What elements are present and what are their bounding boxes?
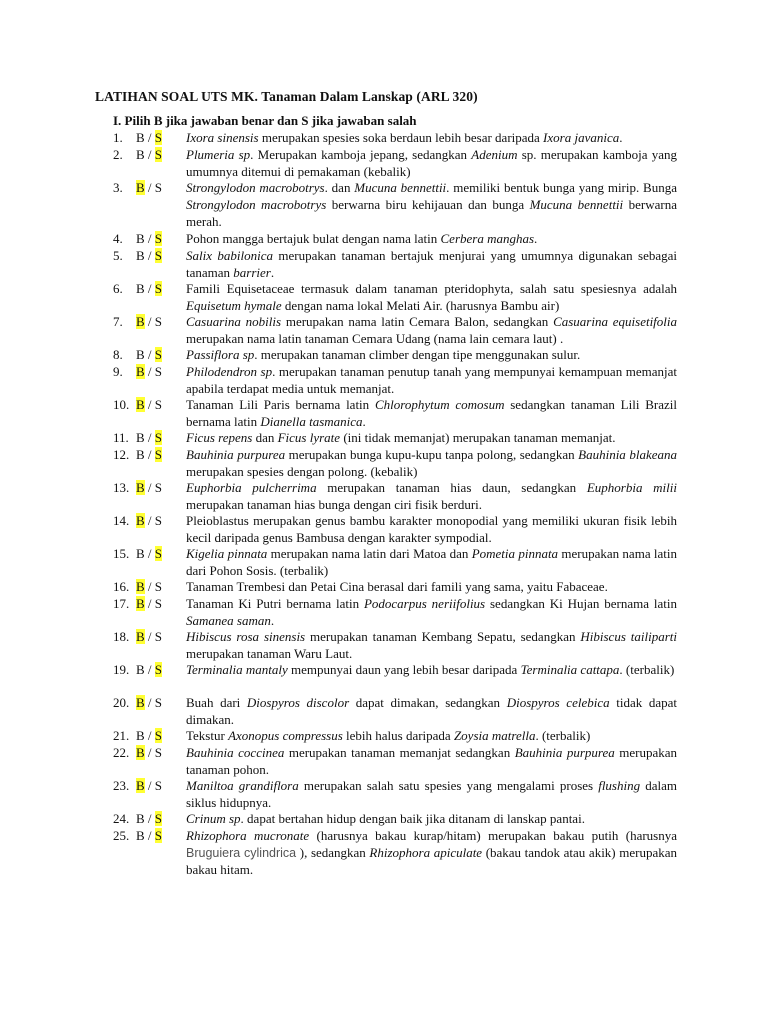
option-b: B <box>136 231 145 246</box>
option-b: B <box>136 430 145 445</box>
option-b: B <box>136 513 145 528</box>
question-text <box>186 828 677 878</box>
question-text <box>186 778 677 812</box>
answer-options <box>136 513 162 530</box>
option-separator: / <box>144 596 155 611</box>
question-item <box>113 397 677 431</box>
species-name: flushing <box>598 778 641 793</box>
text-segment: merupakan tanaman memanjat sedangkan <box>284 745 515 760</box>
text-segment: . memiliki bentuk bunga yang mirip. Bunga <box>446 180 677 195</box>
text-segment: . (terbalik) <box>535 728 591 743</box>
option-s: S <box>154 147 163 162</box>
text-segment: dalam siklus hidupnya. <box>186 778 677 810</box>
option-separator: / <box>144 629 155 644</box>
question-item <box>113 695 677 729</box>
answer-options <box>136 231 162 248</box>
question-text <box>186 728 677 745</box>
text-segment: merupakan bunga kupu-kupu tanpa polong, sedangkan <box>285 447 579 462</box>
question-text <box>186 480 677 514</box>
text-segment: merupakan spesies dengan polong. (kebalik) <box>186 463 418 479</box>
question-number: 5. <box>113 248 123 263</box>
option-s: S <box>154 828 163 843</box>
species-name: Mucuna bennettii <box>529 196 624 212</box>
species-name: Crinum sp <box>186 811 241 826</box>
species-name: Casuarina equisetifolia <box>553 314 678 329</box>
species-name: Bauhinia purpurea <box>186 447 286 462</box>
question-number: 7. <box>113 314 123 329</box>
question-text <box>186 130 677 147</box>
question-text <box>186 430 677 447</box>
species-name: Diospyros celebica <box>506 695 610 710</box>
species-name: Strongylodon macrobotrys <box>186 196 327 212</box>
answer-options <box>136 447 162 464</box>
question-item <box>113 447 677 481</box>
question-number: 15. <box>113 546 130 561</box>
question-text <box>186 364 677 398</box>
option-s: S <box>154 430 163 445</box>
answer-options <box>136 364 162 381</box>
option-separator: / <box>144 513 155 528</box>
species-name: Kigelia pinnata <box>186 546 268 561</box>
question-item <box>113 248 677 282</box>
option-s: S <box>154 728 163 743</box>
question-number: 13. <box>113 480 130 495</box>
option-separator: / <box>144 828 155 843</box>
option-s: S <box>154 546 163 561</box>
text-segment: . dan <box>324 180 355 195</box>
species-name: Pometia pinnata <box>471 546 559 561</box>
option-s: S <box>154 347 163 362</box>
text-segment: tidak dapat dimakan. <box>186 695 678 727</box>
text-segment: . dapat bertahan hidup dengan baik jika ditanam di lanskap pantai. <box>240 811 585 826</box>
text-segment: merupakan tanaman hias bunga dengan ciri fisik berduri. <box>186 496 483 512</box>
species-name: Euphorbia milii <box>586 480 677 495</box>
question-number: 17. <box>113 596 130 611</box>
species-name: Chlorophytum comosum <box>374 397 505 412</box>
option-separator: / <box>144 180 155 195</box>
text-segment: merupakan spesies soka berdaun lebih besar daripada <box>258 130 544 145</box>
answer-options <box>136 314 162 331</box>
option-s: S <box>154 480 163 495</box>
question-text <box>186 811 677 828</box>
option-separator: / <box>144 447 155 462</box>
option-b: B <box>136 778 145 793</box>
question-text <box>186 596 677 630</box>
option-separator: / <box>144 231 155 246</box>
species-name: Ficus lyrate <box>277 430 341 445</box>
answer-options <box>136 596 162 613</box>
option-b: B <box>136 347 145 362</box>
species-name: Rhizophora mucronate <box>186 828 310 843</box>
species-name: Diospyros discolor <box>246 695 350 710</box>
text-segment: berwarna merah. <box>186 196 677 229</box>
question-number: 12. <box>113 447 130 462</box>
text-segment: merupakan nama latin tanaman Cemara Udang (nama lain cemara laut) . <box>186 330 564 346</box>
question-number: 22. <box>113 745 130 760</box>
text-segment: berwarna biru kehijauan dan bunga <box>326 196 530 212</box>
option-separator: / <box>144 281 155 296</box>
instruction-heading: I. Pilih B jika jawaban benar dan S jika jawaban salah <box>113 113 417 128</box>
option-separator: / <box>144 147 155 162</box>
option-separator: / <box>144 397 155 412</box>
text-segment: Famili Equisetaceae termasuk dalam tanaman pteridophyta, salah satu spesiesnya adalah <box>186 281 677 296</box>
option-s: S <box>154 281 163 296</box>
option-s: S <box>154 778 163 793</box>
question-item <box>113 231 677 248</box>
text-segment: sedangkan tanaman Lili Brazil bernama latin <box>186 397 677 429</box>
option-b: B <box>136 248 145 263</box>
species-name: Euphorbia pulcherrima <box>186 480 317 495</box>
question-number: 8. <box>113 347 123 362</box>
question-number: 25. <box>113 828 130 843</box>
text-segment: ), sedangkan <box>296 844 370 860</box>
question-number: 20. <box>113 695 130 710</box>
question-item <box>113 629 677 663</box>
species-name: Samanea saman <box>186 612 271 628</box>
species-name: Bauhinia coccinea <box>186 745 285 760</box>
species-name: Podocarpus neriifolius <box>363 596 486 611</box>
option-s: S <box>154 629 163 644</box>
answer-options <box>136 579 162 596</box>
option-separator: / <box>144 480 155 495</box>
option-b: B <box>136 811 145 826</box>
question-item <box>113 513 677 547</box>
option-b: B <box>136 314 145 329</box>
question-number: 23. <box>113 778 130 793</box>
text-segment: merupakan tanaman Kembang Sepatu, sedangkan <box>305 629 581 644</box>
answer-options <box>136 828 162 845</box>
question-number: 14. <box>113 513 130 528</box>
question-number: 18. <box>113 629 130 644</box>
question-text <box>186 397 677 431</box>
option-b: B <box>136 130 145 145</box>
text-segment: sedangkan Ki Hujan bernama latin <box>485 596 677 611</box>
question-text <box>186 546 677 580</box>
text-segment: Tekstur <box>186 728 229 743</box>
answer-options <box>136 546 162 563</box>
question-item <box>113 314 677 348</box>
option-b: B <box>136 596 145 611</box>
question-item <box>113 579 677 596</box>
question-item <box>113 728 677 745</box>
answer-options <box>136 430 162 447</box>
option-s: S <box>154 130 163 145</box>
text-segment: . Merupakan kamboja jepang, sedangkan <box>250 147 472 162</box>
text-segment: merupakan nama latin dari Pohon Sosis. (terbalik) <box>186 546 678 578</box>
answer-options <box>136 695 162 712</box>
question-text <box>186 745 677 779</box>
text-segment: (harusnya bakau kurap/hitam) merupakan bakau putih (harusnya <box>309 828 677 843</box>
option-separator: / <box>144 546 155 561</box>
text-segment: dan <box>252 430 278 445</box>
option-b: B <box>136 546 145 561</box>
option-b: B <box>136 180 145 195</box>
option-b: B <box>136 745 145 760</box>
answer-options <box>136 480 162 497</box>
option-separator: / <box>144 130 155 145</box>
species-name: Adenium <box>471 147 518 162</box>
option-separator: / <box>144 430 155 445</box>
text-segment: Buah dari <box>186 695 247 710</box>
species-name: Salix babilonica <box>186 248 273 263</box>
document-title: LATIHAN SOAL UTS MK. Tanaman Dalam Lanskap (ARL 320) <box>95 89 478 104</box>
text-segment: Bruguiera cylindrica <box>186 845 297 860</box>
option-s: S <box>154 579 163 594</box>
question-text <box>186 231 677 248</box>
question-item <box>113 596 677 630</box>
option-b: B <box>136 397 145 412</box>
question-text <box>186 180 677 230</box>
species-name: Maniltoa grandiflora <box>186 778 299 793</box>
text-segment: mempunyai daun yang lebih besar daripada <box>287 662 521 677</box>
option-s: S <box>154 248 163 263</box>
option-separator: / <box>144 728 155 743</box>
question-item <box>113 347 677 364</box>
option-separator: / <box>144 695 155 710</box>
text-segment: merupakan nama latin Cemara Balon, sedangkan <box>281 314 554 329</box>
text-segment: . <box>270 612 275 628</box>
text-segment: . <box>619 130 623 145</box>
option-s: S <box>154 811 163 826</box>
species-name: Terminalia mantaly <box>186 662 288 677</box>
text-segment: Tanaman Trembesi dan Petai Cina berasal dari famili yang sama, yaitu Fabaceae. <box>186 579 608 594</box>
species-name: Rhizophora apiculate <box>369 844 483 860</box>
answer-options <box>136 130 162 147</box>
question-number: 16. <box>113 579 130 594</box>
text-segment: . (terbalik) <box>619 662 675 677</box>
option-b: B <box>136 447 145 462</box>
species-name: Equisetum hymale <box>186 297 282 313</box>
question-item <box>113 662 677 679</box>
question-number: 4. <box>113 231 123 246</box>
text-segment: Tanaman Lili Paris bernama latin <box>186 397 375 412</box>
question-item <box>113 778 677 812</box>
option-s: S <box>154 447 163 462</box>
text-segment: Tanaman Ki Putri bernama latin <box>186 596 364 611</box>
option-b: B <box>136 281 145 296</box>
question-item <box>113 480 677 514</box>
option-separator: / <box>144 364 155 379</box>
text-segment: merupakan salah satu spesies yang mengalami proses <box>298 778 599 793</box>
option-b: B <box>136 728 145 743</box>
question-text <box>186 695 677 729</box>
answer-options <box>136 778 162 795</box>
species-name: Axonopus compressus <box>228 728 343 743</box>
question-item <box>113 180 677 230</box>
option-separator: / <box>144 811 155 826</box>
answer-options <box>136 281 162 298</box>
option-s: S <box>154 513 163 528</box>
text-segment: . merupakan tanaman penutup tanah yang mempunyai kemampuan memanjat apabila terdapat media untuk memanjat. <box>186 364 677 396</box>
text-segment: . <box>270 264 275 280</box>
option-s: S <box>154 745 163 760</box>
answer-options <box>136 248 162 265</box>
text-segment: Pleioblastus merupakan genus bambu karakter monopodial yang memiliki ukuran fisik lebih kecil daripada genus Bambusa dengan karakter sympodial. <box>186 513 677 545</box>
option-separator: / <box>144 579 155 594</box>
text-segment: lebih halus daripada <box>342 728 454 743</box>
species-name: Bauhinia blakeana <box>578 447 677 462</box>
species-name: Ixora javanica <box>543 130 620 145</box>
species-name: Hibiscus tailiparti <box>580 629 678 644</box>
answer-options <box>136 180 162 197</box>
option-b: B <box>136 629 145 644</box>
question-number: 9. <box>113 364 123 379</box>
species-name: Dianella tasmanica <box>260 413 363 429</box>
answer-options <box>136 629 162 646</box>
answer-options <box>136 811 162 828</box>
question-item <box>113 745 677 779</box>
text-segment: . <box>534 231 538 246</box>
text-segment: Pohon mangga bertajuk bulat dengan nama latin <box>186 231 441 246</box>
text-segment: dapat dimakan, sedangkan <box>349 695 507 710</box>
text-segment: merupakan nama latin dari Matoa dan <box>267 546 472 561</box>
text-segment: sp. merupakan kamboja yang umumnya ditemui di pemakaman (kebalik) <box>186 147 677 179</box>
question-text <box>186 347 677 364</box>
option-s: S <box>154 662 163 677</box>
species-name: Ixora sinensis <box>186 130 259 145</box>
text-segment: merupakan tanaman pohon. <box>186 745 677 777</box>
text-segment: dengan nama lokal Melati Air. (harusnya Bambu air) <box>281 297 560 313</box>
species-name: Hibiscus rosa sinensis <box>186 629 306 644</box>
species-name: Zoysia matrella <box>453 728 536 743</box>
question-number: 6. <box>113 281 123 296</box>
option-s: S <box>154 397 163 412</box>
answer-options <box>136 397 162 414</box>
species-name: Casuarina nobilis <box>186 314 282 329</box>
species-name: Bauhinia purpurea <box>514 745 615 760</box>
option-b: B <box>136 364 145 379</box>
species-name: barrier <box>233 264 271 280</box>
question-item <box>113 546 677 580</box>
question-item <box>113 430 677 447</box>
answer-options <box>136 728 162 745</box>
question-text <box>186 629 677 663</box>
question-number: 10. <box>113 397 130 412</box>
species-name: Mucuna bennettii <box>354 180 447 195</box>
answer-options <box>136 745 162 762</box>
option-s: S <box>154 364 163 379</box>
text-segment: merupakan tanaman bertajuk menjurai yang umumnya digunakan sebagai tanaman <box>186 248 677 280</box>
question-item <box>113 828 677 878</box>
question-item <box>113 364 677 398</box>
answer-options <box>136 662 162 679</box>
question-number: 24. <box>113 811 130 826</box>
question-text <box>186 147 677 181</box>
option-separator: / <box>144 778 155 793</box>
species-name: Plumeria sp <box>186 147 251 162</box>
species-name: Cerbera manghas <box>440 231 535 246</box>
question-number: 3. <box>113 180 123 195</box>
text-segment: merupakan tanaman Waru Laut. <box>186 645 353 661</box>
species-name: Ficus repens <box>186 430 253 445</box>
option-s: S <box>154 231 163 246</box>
question-number: 11. <box>113 430 129 445</box>
text-segment: merupakan tanaman hias daun, sedangkan <box>316 480 587 495</box>
option-b: B <box>136 480 145 495</box>
text-segment: . <box>362 413 366 429</box>
question-text <box>186 447 677 481</box>
species-name: Philodendron sp <box>186 364 273 379</box>
question-number: 2. <box>113 147 123 162</box>
text-segment: . merupakan tanaman climber dengan tipe menggunakan sulur. <box>254 347 581 362</box>
question-item <box>113 130 677 147</box>
question-text <box>186 281 677 315</box>
question-number: 1. <box>113 130 123 145</box>
option-s: S <box>154 180 163 195</box>
question-text <box>186 513 677 547</box>
answer-options <box>136 347 162 364</box>
question-text <box>186 248 677 282</box>
option-separator: / <box>144 314 155 329</box>
option-b: B <box>136 695 145 710</box>
option-b: B <box>136 147 145 162</box>
species-name: Terminalia cattapa <box>520 662 620 677</box>
option-b: B <box>136 579 145 594</box>
species-name: Strongylodon macrobotrys <box>186 180 325 195</box>
question-number: 21. <box>113 728 130 743</box>
option-separator: / <box>144 745 155 760</box>
answer-options <box>136 147 162 164</box>
option-s: S <box>154 695 163 710</box>
question-text <box>186 314 677 348</box>
option-separator: / <box>144 662 155 677</box>
question-item <box>113 281 677 315</box>
question-item <box>113 811 677 828</box>
question-text <box>186 662 677 679</box>
question-item <box>113 147 677 181</box>
question-number: 19. <box>113 662 130 677</box>
option-separator: / <box>144 347 155 362</box>
text-segment: (ini tidak memanjat) merupakan tanaman memanjat. <box>340 430 616 445</box>
option-s: S <box>154 596 163 611</box>
species-name: Passiflora sp <box>186 347 255 362</box>
option-s: S <box>154 314 163 329</box>
option-separator: / <box>144 248 155 263</box>
question-text <box>186 579 677 596</box>
option-b: B <box>136 662 145 677</box>
option-b: B <box>136 828 145 843</box>
text-segment: (bakau tandok atau akik) merupakan bakau hitam. <box>186 844 677 877</box>
